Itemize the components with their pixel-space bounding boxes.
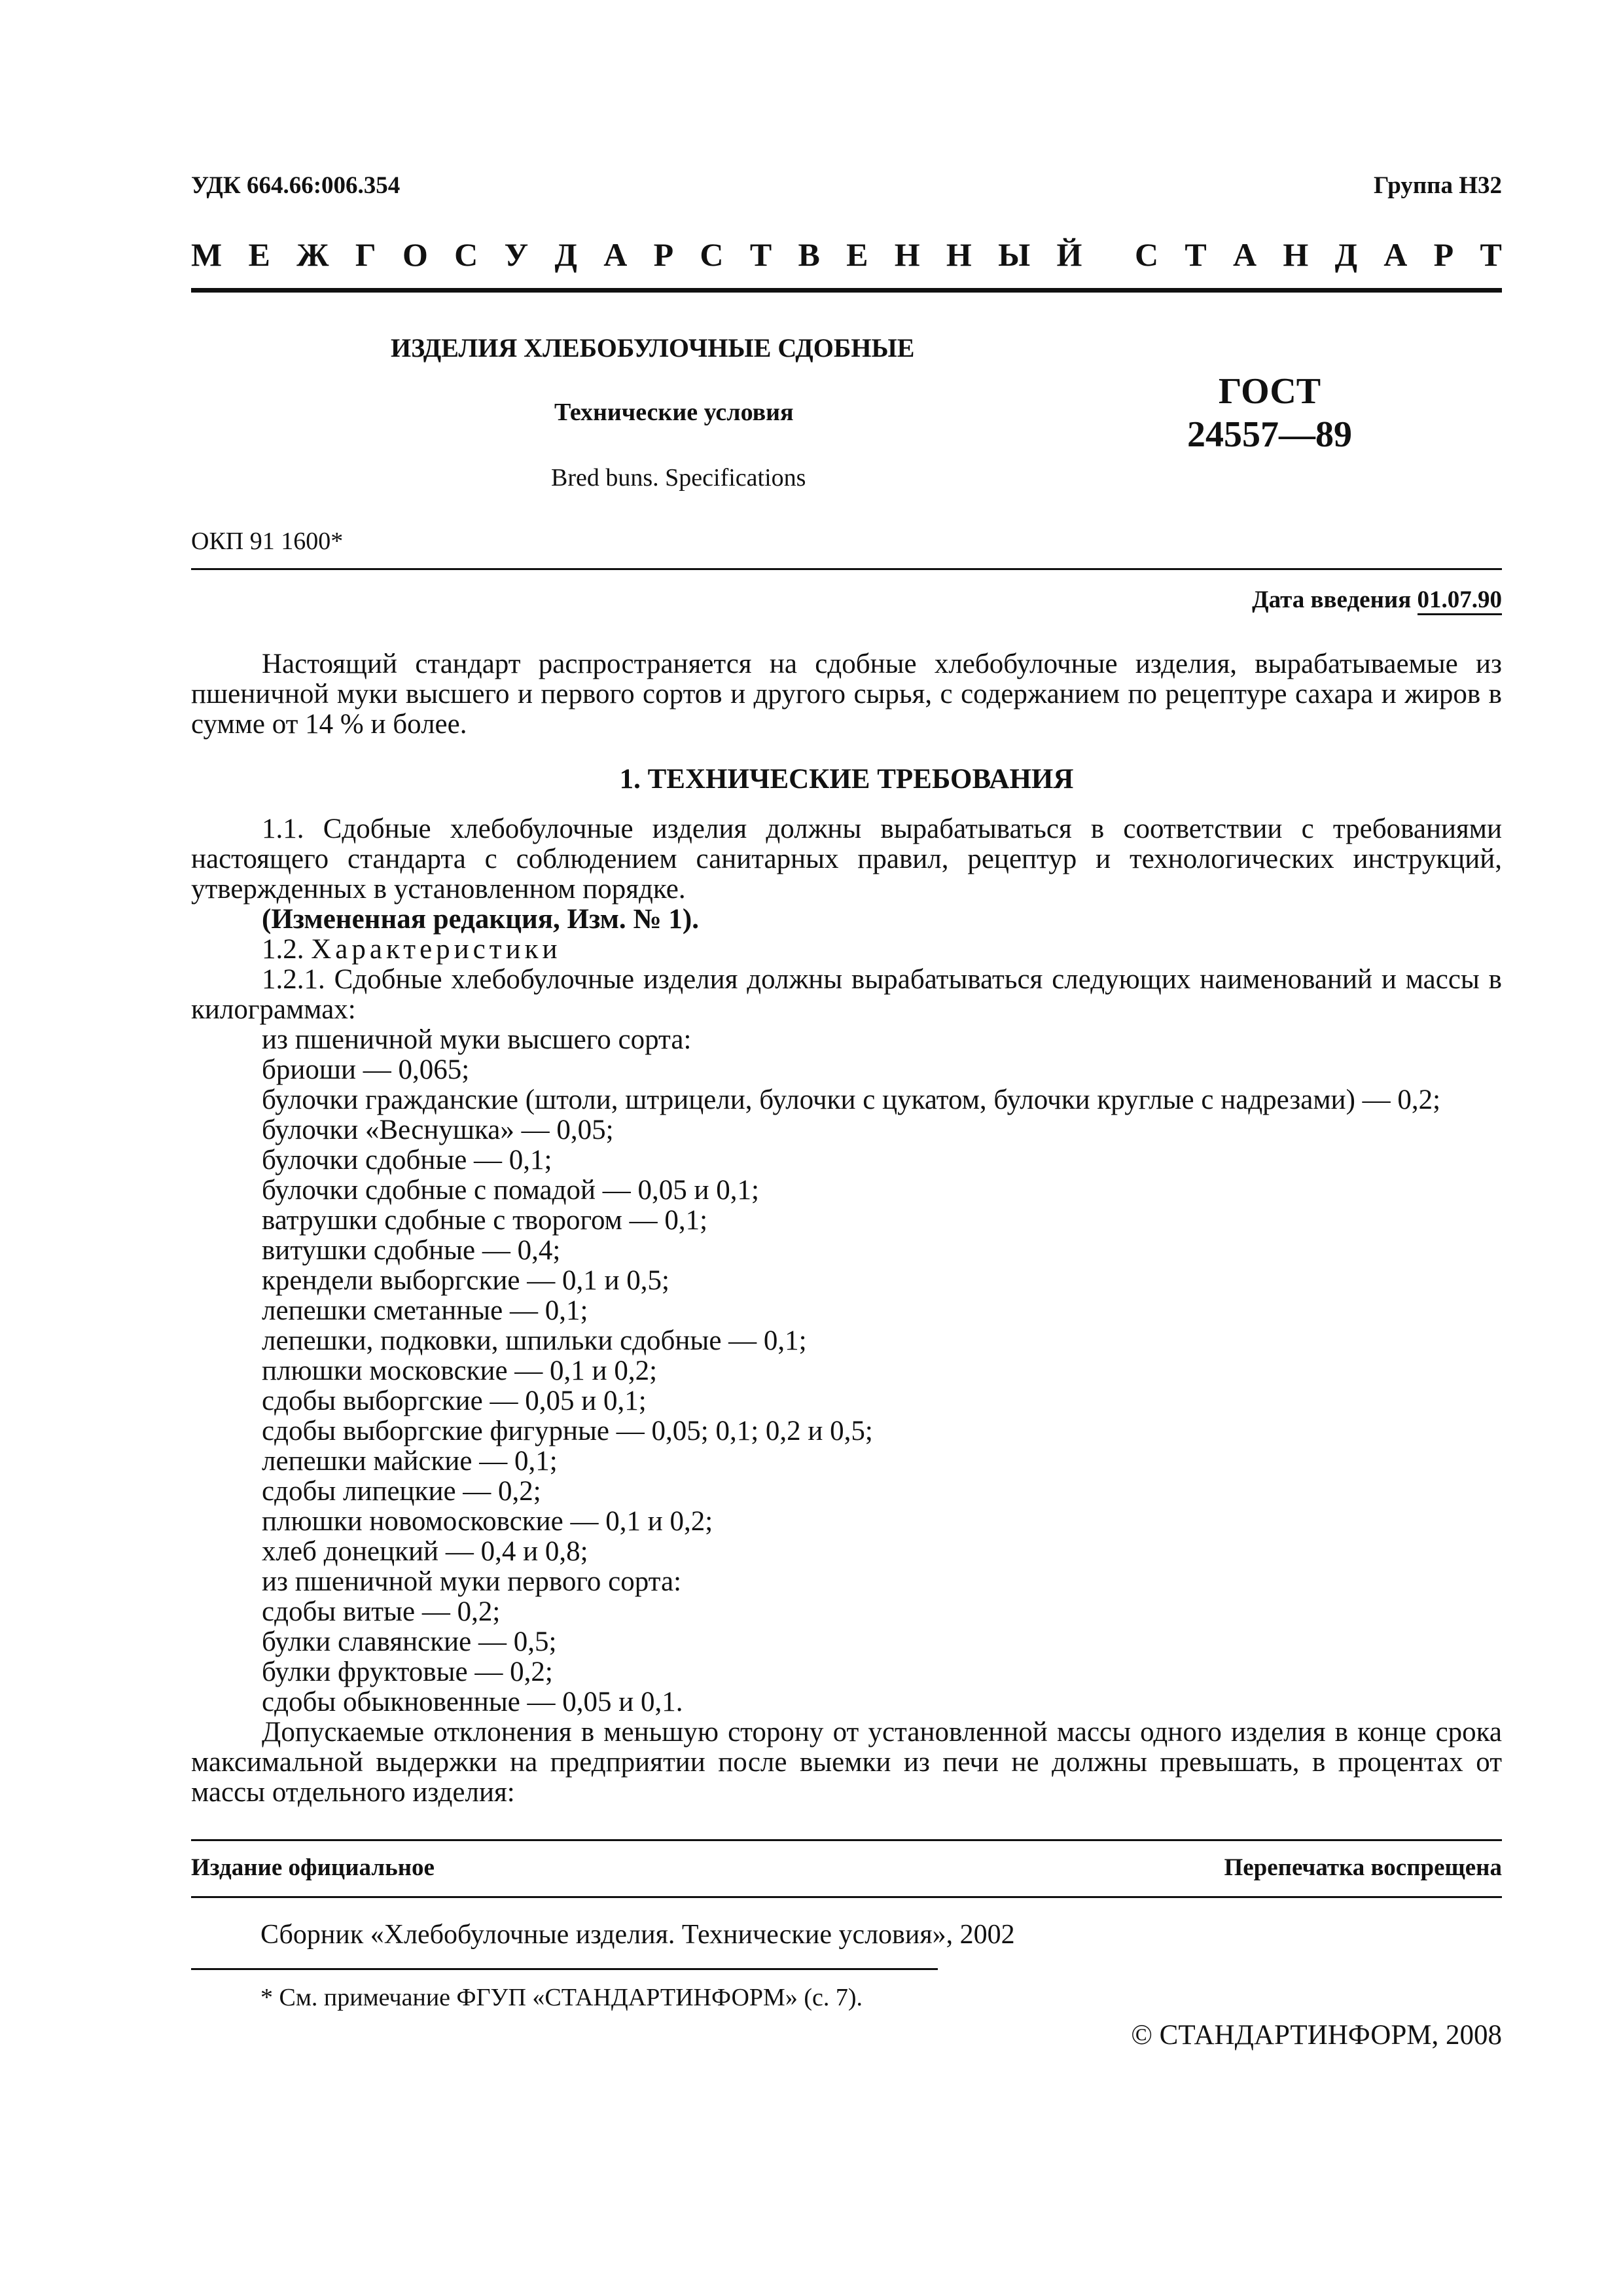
list-item: из пшеничной муки высшего сорта: <box>262 1024 692 1055</box>
document-title: ИЗДЕЛИЯ ХЛЕБОБУЛОЧНЫЕ СДОБНЫЕ <box>391 333 915 363</box>
banner-letter: Е <box>248 236 270 273</box>
group-code: Группа Н32 <box>1374 172 1502 199</box>
list-item: плюшки московские — 0,1 и 0,2; <box>262 1355 658 1386</box>
banner-letter: Й <box>1056 236 1082 273</box>
copyright: © СТАНДАРТИНФОРМ, 2008 <box>1131 2020 1502 2051</box>
banner-letter: Н <box>1283 236 1309 273</box>
deviation-paragraph: Допускаемые отклонения в меньшую сторону от установленной массы одного изделия в конце срока максимальной выдержки на предприятии после выемки из печи не должны превышать, в процентах от массы отдельного изделия: <box>191 1717 1502 1808</box>
intro-date <box>1252 586 1502 614</box>
title-rule <box>191 568 1502 570</box>
banner-letter: Ы <box>998 236 1031 273</box>
list-item: хлеб донецкий — 0,4 и 0,8; <box>262 1536 588 1567</box>
banner-letter: Е <box>846 236 868 273</box>
list-item: крендели выборгские — 0,1 и 0,5; <box>262 1265 669 1296</box>
banner-letter: Н <box>894 236 920 273</box>
banner-letter: Т <box>1480 236 1502 273</box>
banner-letter: С <box>1134 236 1159 273</box>
banner-letter: Т <box>749 236 772 273</box>
banner-letter: Р <box>1433 236 1454 273</box>
intro-paragraph: Настоящий стандарт распространяется на сдобные хлебобулочные изделия, вырабатываемые из пшеничной муки высшего и первого сортов и другого сырья, с содержанием по рецептуре сахара и жиров в сумме от 14 % и более. <box>191 649 1502 740</box>
interstate-standard-banner <box>191 236 1502 274</box>
banner-letter: А <box>1383 236 1408 273</box>
clause-1-1: 1.1. Сдобные хлебобулочные изделия должны вырабатываться в соответствии с требованиями настоящего стандарта с соблюдением санитарных правил, рецептур и технологических инструкций, утвержденных в установленном порядке. <box>191 814 1502 905</box>
list-item: витушки сдобные — 0,4; <box>262 1235 561 1266</box>
banner-letter: Ж <box>296 236 329 273</box>
list-item: из пшеничной муки первого сорта: <box>262 1566 682 1597</box>
banner-letter: Д <box>554 236 577 273</box>
banner-letter: М <box>191 236 223 273</box>
banner-letter: Т <box>1185 236 1207 273</box>
banner-letter: Г <box>355 236 376 273</box>
footnote-rule <box>191 1968 938 1970</box>
gost-number: 24557—89 <box>1187 414 1352 455</box>
clause-1-2-number: 1.2. <box>262 934 312 965</box>
list-item: лепешки майские — 0,1; <box>262 1446 558 1477</box>
clause-1-2-1: 1.2.1. Сдобные хлебобулочные изделия должны вырабатываться следующих наименований и массы в килограммах: <box>191 964 1502 1025</box>
reprint-prohibited: Перепечатка воспрещена <box>1224 1854 1502 1881</box>
footer-rule-top <box>191 1839 1502 1841</box>
intro-date-label: Дата введения <box>1252 586 1418 613</box>
okp-code: ОКП 91 1600* <box>191 528 344 555</box>
clause-1-2-title: Характеристики <box>311 934 562 965</box>
list-item: плюшки новомосковские — 0,1 и 0,2; <box>262 1506 713 1537</box>
banner-letter: Р <box>653 236 674 273</box>
banner-letter: А <box>1233 236 1257 273</box>
footnote: * См. примечание ФГУП «СТАНДАРТИНФОРМ» (с. 7). <box>260 1984 863 2011</box>
collection-note: Сборник «Хлебобулочные изделия. Технические условия», 2002 <box>260 1920 1015 1950</box>
banner-letter: Д <box>1334 236 1357 273</box>
gost-label: ГОСТ <box>1218 371 1321 412</box>
banner-letter: Н <box>946 236 972 273</box>
list-item: булочки «Веснушка» — 0,05; <box>262 1115 614 1145</box>
list-item: сдобы липецкие — 0,2; <box>262 1476 541 1507</box>
list-item: бриоши — 0,065; <box>262 1054 470 1085</box>
document-subtitle: Технические условия <box>554 399 794 426</box>
banner-letter: С <box>454 236 478 273</box>
clause-1-2 <box>191 935 1502 965</box>
gost-designation <box>1171 370 1368 456</box>
footer-rule-bottom <box>191 1896 1502 1898</box>
banner-letter: О <box>402 236 428 273</box>
section-1-heading: 1. ТЕХНИЧЕСКИЕ ТРЕБОВАНИЯ <box>619 764 1074 795</box>
banner-letter: С <box>700 236 724 273</box>
header-rule <box>191 288 1502 293</box>
list-item: булки фруктовые — 0,2; <box>262 1657 553 1687</box>
udk-code: УДК 664.66:006.354 <box>191 172 401 199</box>
english-title: Bred buns. Specifications <box>551 464 806 492</box>
list-item: сдобы обыкновенные — 0,05 и 0,1. <box>262 1687 683 1717</box>
banner-letter: В <box>798 236 820 273</box>
list-item: булочки гражданские (штоли, штрицели, булочки с цукатом, булочки круглые с надрезами) — 0,2; <box>262 1085 1441 1115</box>
amendment-note: (Измененная редакция, Изм. № 1). <box>262 904 699 935</box>
list-item: булочки сдобные — 0,1; <box>262 1145 552 1175</box>
list-item: сдобы витые — 0,2; <box>262 1596 501 1627</box>
list-item: булки славянские — 0,5; <box>262 1626 557 1657</box>
list-item: булочки сдобные с помадой — 0,05 и 0,1; <box>262 1175 759 1206</box>
list-item: ватрушки сдобные с творогом — 0,1; <box>262 1205 708 1236</box>
official-edition: Издание официальное <box>191 1854 435 1881</box>
banner-letter: А <box>603 236 628 273</box>
list-item: лепешки сметанные — 0,1; <box>262 1295 588 1326</box>
list-item: сдобы выборгские — 0,05 и 0,1; <box>262 1386 647 1416</box>
list-item: сдобы выборгские фигурные — 0,05; 0,1; 0,2 и 0,5; <box>262 1416 873 1446</box>
document-body <box>191 649 1502 1808</box>
banner-letter: У <box>504 236 529 273</box>
product-list <box>191 1025 1502 1717</box>
intro-date-value: 01.07.90 <box>1418 586 1503 615</box>
list-item: лепешки, подковки, шпильки сдобные — 0,1; <box>262 1325 807 1356</box>
